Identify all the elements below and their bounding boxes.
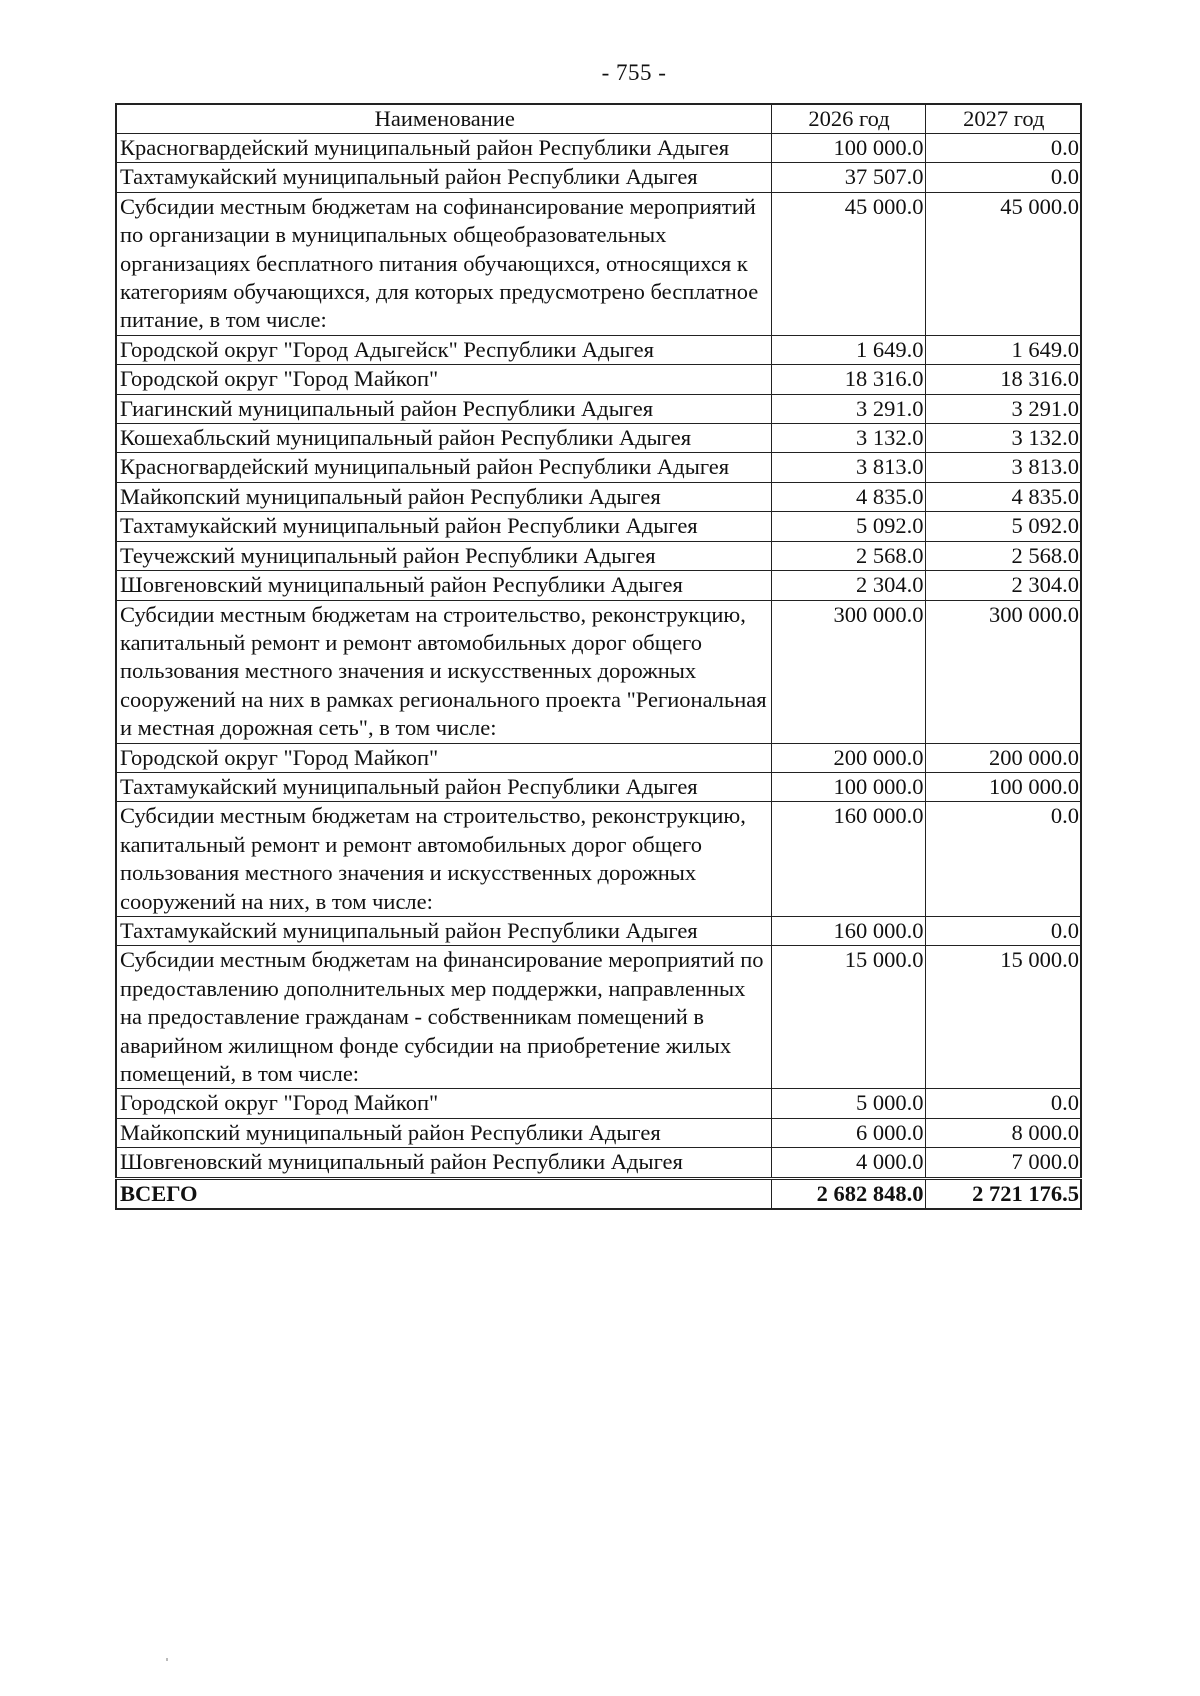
table-header-row (116, 104, 1081, 134)
row-name-cell: Теучежский муниципальный район Республики Адыгея (116, 541, 771, 570)
table-row (116, 946, 1081, 1089)
table-row (116, 512, 1081, 541)
row-2026-cell: 4 835.0 (771, 482, 925, 511)
row-2026-cell: 3 132.0 (771, 424, 925, 453)
table-row (116, 163, 1081, 192)
row-name-cell: Красногвардейский муниципальный район Республики Адыгея (116, 453, 771, 482)
row-name-cell: Шовгеновский муниципальный район Республики Адыгея (116, 1148, 771, 1178)
scan-artifact (166, 1658, 168, 1661)
row-name-cell: Красногвардейский муниципальный район Республики Адыгея (116, 134, 771, 163)
header-name: Наименование (116, 104, 771, 134)
row-2026-cell: 15 000.0 (771, 946, 925, 1089)
row-2026-cell: 4 000.0 (771, 1148, 925, 1178)
row-name-cell: Майкопский муниципальный район Республики Адыгея (116, 482, 771, 511)
row-2027-cell: 2 304.0 (925, 571, 1081, 600)
row-name-cell: Тахтамукайский муниципальный район Республики Адыгея (116, 512, 771, 541)
row-2027-cell: 300 000.0 (925, 600, 1081, 743)
table-row (116, 365, 1081, 394)
table-row (116, 600, 1081, 743)
row-2027-cell: 7 000.0 (925, 1148, 1081, 1178)
row-2027-cell: 8 000.0 (925, 1118, 1081, 1147)
row-2027-cell: 3 291.0 (925, 394, 1081, 423)
header-2026: 2026 год (771, 104, 925, 134)
row-2026-cell: 45 000.0 (771, 192, 925, 335)
row-name-cell: Майкопский муниципальный район Республики Адыгея (116, 1118, 771, 1147)
row-2027-cell: 2 568.0 (925, 541, 1081, 570)
row-2027-cell: 15 000.0 (925, 946, 1081, 1089)
row-name-cell: Кошехабльский муниципальный район Республики Адыгея (116, 424, 771, 453)
row-2027-cell: 0.0 (925, 1089, 1081, 1118)
row-name-cell: Субсидии местным бюджетам на строительство, реконструкцию, капитальный ремонт и ремонт автомобильных дорог общего пользования местного значения и искусственных дорожных сооружений на них, в том числе: (116, 802, 771, 917)
row-2027-cell: 1 649.0 (925, 335, 1081, 364)
row-2026-cell: 2 304.0 (771, 571, 925, 600)
table-row (116, 335, 1081, 364)
table-row (116, 772, 1081, 801)
row-2026-cell: 6 000.0 (771, 1118, 925, 1147)
total-label-cell: ВСЕГО (116, 1178, 771, 1209)
row-2026-cell: 100 000.0 (771, 134, 925, 163)
row-2027-cell: 3 813.0 (925, 453, 1081, 482)
row-name-cell: Тахтамукайский муниципальный район Республики Адыгея (116, 163, 771, 192)
row-2026-cell: 100 000.0 (771, 772, 925, 801)
row-name-cell: Субсидии местным бюджетам на софинансирование мероприятий по организации в муниципальных общеобразовательных организациях бесплатного питания обучающихся, относящихся к категориям обучающихся, для которых предусмотрено бесплатное питание, в том числе: (116, 192, 771, 335)
row-2026-cell: 5 000.0 (771, 1089, 925, 1118)
row-name-cell: Городской округ "Город Майкоп" (116, 365, 771, 394)
page-number: - 755 - (601, 60, 667, 85)
table-row (116, 192, 1081, 335)
row-2027-cell: 3 132.0 (925, 424, 1081, 453)
row-name-cell: Городской округ "Город Майкоп" (116, 1089, 771, 1118)
row-2026-cell: 200 000.0 (771, 743, 925, 772)
row-name-cell: Городской округ "Город Майкоп" (116, 743, 771, 772)
row-2027-cell: 0.0 (925, 134, 1081, 163)
row-2027-cell: 18 316.0 (925, 365, 1081, 394)
table-row (116, 1148, 1081, 1178)
row-name-cell: Городской округ "Город Адыгейск" Республики Адыгея (116, 335, 771, 364)
row-2026-cell: 300 000.0 (771, 600, 925, 743)
table-row (116, 571, 1081, 600)
row-name-cell: Субсидии местным бюджетам на финансирование мероприятий по предоставлению дополнительных мер поддержки, направленных на предоставление гражданам - собственникам помещений в аварийном жилищном фонде субсидии на приобретение жилых помещений, в том числе: (116, 946, 771, 1089)
table-row (116, 453, 1081, 482)
total-2026-cell: 2 682 848.0 (771, 1178, 925, 1209)
row-2027-cell: 0.0 (925, 163, 1081, 192)
row-2026-cell: 160 000.0 (771, 802, 925, 917)
budget-table-container (115, 103, 1082, 1210)
table-row (116, 743, 1081, 772)
row-name-cell: Гиагинский муниципальный район Республики Адыгея (116, 394, 771, 423)
row-2027-cell: 45 000.0 (925, 192, 1081, 335)
row-2026-cell: 160 000.0 (771, 916, 925, 945)
row-2026-cell: 37 507.0 (771, 163, 925, 192)
table-row (116, 1118, 1081, 1147)
header-2027: 2027 год (925, 104, 1081, 134)
table-row (116, 424, 1081, 453)
row-name-cell: Шовгеновский муниципальный район Республики Адыгея (116, 571, 771, 600)
row-2027-cell: 200 000.0 (925, 743, 1081, 772)
table-row (116, 541, 1081, 570)
row-2027-cell: 0.0 (925, 916, 1081, 945)
total-2027-cell: 2 721 176.5 (925, 1178, 1081, 1209)
row-2027-cell: 5 092.0 (925, 512, 1081, 541)
row-2026-cell: 5 092.0 (771, 512, 925, 541)
table-row (116, 916, 1081, 945)
row-name-cell: Тахтамукайский муниципальный район Республики Адыгея (116, 916, 771, 945)
table-row (116, 1089, 1081, 1118)
row-2026-cell: 3 291.0 (771, 394, 925, 423)
row-name-cell: Тахтамукайский муниципальный район Республики Адыгея (116, 772, 771, 801)
total-row (116, 1178, 1081, 1209)
row-2026-cell: 18 316.0 (771, 365, 925, 394)
row-2026-cell: 2 568.0 (771, 541, 925, 570)
row-2027-cell: 4 835.0 (925, 482, 1081, 511)
row-name-cell: Субсидии местным бюджетам на строительство, реконструкцию, капитальный ремонт и ремонт автомобильных дорог общего пользования местного значения и искусственных дорожных сооружений на них в рамках регионального проекта "Региональная и местная дорожная сеть", в том числе: (116, 600, 771, 743)
table-row (116, 134, 1081, 163)
row-2027-cell: 0.0 (925, 802, 1081, 917)
row-2027-cell: 100 000.0 (925, 772, 1081, 801)
row-2026-cell: 1 649.0 (771, 335, 925, 364)
table-row (116, 482, 1081, 511)
budget-table (115, 103, 1082, 1210)
row-2026-cell: 3 813.0 (771, 453, 925, 482)
table-row (116, 802, 1081, 917)
table-row (116, 394, 1081, 423)
